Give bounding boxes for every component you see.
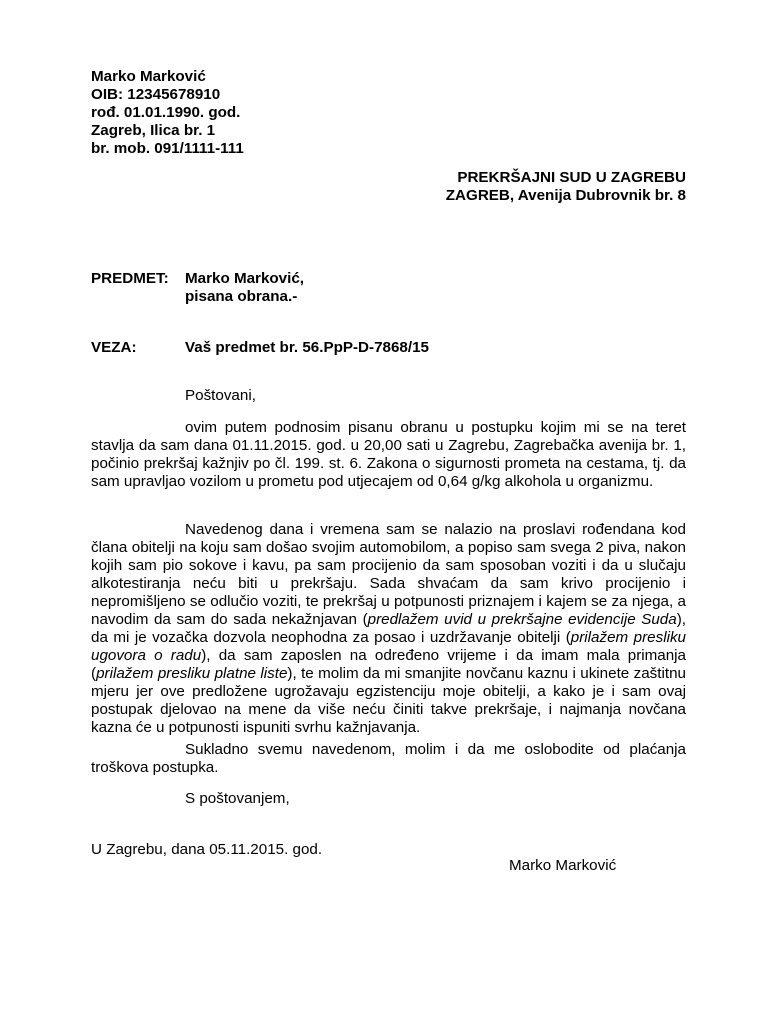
paragraph-3 [91, 741, 686, 777]
paragraph-1-text: ovim putem podnosim pisanu obranu u postupku kojim mi se na teret stavlja da sam dana 01.11.2015. god. u 20,00 sati u Zagrebu, Zagrebačka avenija br. 1, počinio prekršaj kažnjiv po čl. 199. st. 6. Zakona o sigurnosti prometa na cestama, tj. da sam upravljao vozilom u prometu pod utjecajem od 0,64 g/kg alkohola u organizmu. [91, 419, 686, 490]
paragraph-1 [91, 419, 686, 491]
closing-salutation: S poštovanjem, [185, 790, 290, 807]
recipient-block [446, 169, 686, 205]
paragraph-2-note-contract: prilažem presliku ugovora o radu [91, 629, 686, 664]
reference-value: Vaš predmet br. 56.PpP-D-7868/15 [185, 339, 429, 356]
paragraph-2 [91, 521, 686, 737]
sender-mobile: br. mob. 091/1111-111 [91, 140, 244, 157]
recipient-address: ZAGREB, Avenija Dubrovnik br. 8 [445, 187, 686, 204]
recipient-court: PREKRŠAJNI SUD U ZAGREBU [457, 169, 686, 186]
paragraph-2-part-a: Navedenog dana i vremena sam se nalazio na proslavi rođendana kod člana obitelji na koju sam došao svojim automobilom, a popiso sam svega 2 piva, nakon kojih sam pio sokove i kavu, pa sam procijenio da sam sposoban voziti i da u slučaju alkotestiranja neću biti u prekršaju. Sada shvaćam da sam krivo procijenio i nepromišljeno se odlučio voziti, te prekršaj u potpunosti priznajem i kajem se za njega, a navodim da sam do sada nekažnjavan ( [91, 521, 686, 628]
sender-name: Marko Marković [91, 68, 206, 85]
paragraph-2-text [91, 521, 686, 737]
reference-label: VEZA: [91, 339, 137, 356]
subject-line-2: pisana obrana.- [185, 288, 298, 305]
sender-block [91, 68, 244, 158]
sender-address: Zagreb, Ilica br. 1 [91, 122, 216, 139]
paragraph-2-part-c: ), da sam zaposlen na određeno vrijeme i da imam mala primanja ( [91, 647, 686, 682]
greeting: Poštovani, [185, 387, 256, 404]
subject-line-1: Marko Marković, [185, 270, 305, 287]
sender-oib: OIB: 12345678910 [91, 86, 221, 103]
paragraph-2-part-d: ), te molim da mi smanjite novčanu kaznu i ukinete zaštitnu mjeru jer ove predložene ugrožavaju egzistenciju moje obitelji, a kako je i sam ovaj postupak djelovao na mene da više neću činiti takve prekršaje, i najmanja novčana kazna će u potpunosti ispuniti svrhu kažnjavanja. [91, 665, 686, 736]
subject-label: PREDMET: [91, 270, 169, 287]
paragraph-3-text: Sukladno svemu navedenom, molim i da me oslobodite od plaćanja troškova postupka. [91, 741, 686, 776]
place-and-date: U Zagrebu, dana 05.11.2015. god. [91, 841, 323, 858]
signature-name: Marko Marković [509, 857, 617, 874]
paragraph-2-note-records: predlažem uvid u prekršajne evidencije Suda [367, 611, 677, 628]
paragraph-2-note-payslip: prilažem presliku platne liste [96, 665, 288, 682]
paragraph-2-part-b: ), da mi je vozačka dozvola neophodna za posao i uzdržavanje obitelji ( [91, 611, 686, 646]
sender-birth-date: rođ. 01.01.1990. god. [91, 104, 241, 121]
